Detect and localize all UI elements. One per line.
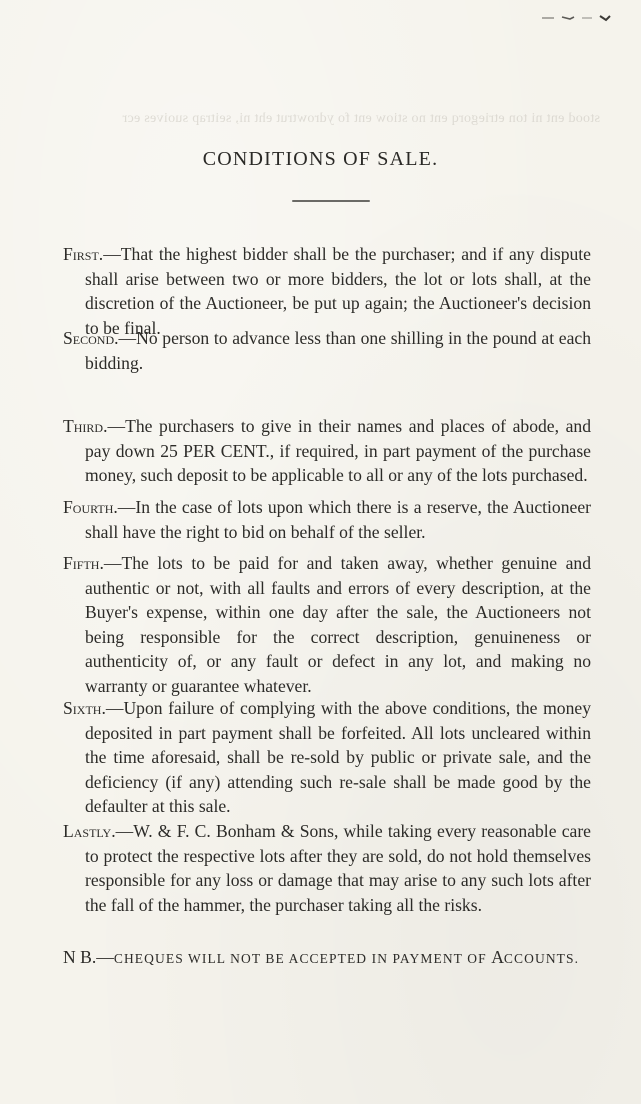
clause-lead: Second. [63, 328, 119, 348]
cheque-notice [63, 945, 623, 971]
clause-body: —The purchasers to give in their names and places of abode, and pay down 25 PER CENT., if required, in part payment of the purchase money, such deposit to be applicable to all or any of the lots purchased. [85, 416, 591, 485]
ink-smudge-mark [540, 14, 614, 22]
note-dash: — [96, 947, 114, 967]
note-initial: A [491, 947, 504, 967]
note-end: CCOUNTS. [503, 951, 580, 966]
bleed-through-text: stood ent ni ton etriegorq ent no stiow ent fo ydrowtrut eht ni, seitrap suoives ecr [122, 111, 600, 126]
clause-body: —Upon failure of complying with the above conditions, the money deposited in part payment shall be forfeited. All lots uncleared within the time aforesaid, shall be re-sold by public or private sale, and the deficiency (if any) attending such re-sale shall be made good by the defaulter at this sale. [85, 698, 591, 816]
clause-second [63, 326, 591, 375]
clause-lead: Sixth. [63, 698, 106, 718]
clause-lastly [63, 819, 591, 917]
clause-lead: Third. [63, 416, 108, 436]
clause-body: —That the highest bidder shall be the purchaser; and if any dispute shall arise between two or more bidders, the lot or lots shall, at the discretion of the Auctioneer, be put up again; the Auctioneer's decision to be final. [85, 244, 591, 338]
clause-lead: First. [63, 244, 104, 264]
title-divider [292, 200, 370, 202]
note-text [113, 947, 580, 967]
note-prefix: N B. [63, 947, 97, 967]
clause-body: —W. & F. C. Bonham & Sons, while taking every reasonable care to protect the respective lots after they are sold, do not hold themselves responsible for any loss or damage that may arise to any such lots after the fall of the hammer, the purchaser taking all the risks. [85, 821, 591, 915]
clause-lead: Fifth. [63, 553, 104, 573]
clause-lead: Fourth. [63, 497, 118, 517]
clause-lead: Lastly. [63, 821, 116, 841]
note-main: CHEQUES WILL NOT BE ACCEPTED IN PAYMENT OF [113, 951, 487, 966]
clause-body: —The lots to be paid for and taken away, whether genuine and authentic or not, with all faults and errors of every description, at the Buyer's expense, within one day after the sale, the Auctioneers not being responsible for the correct description, genuineness or authenticity of, or any fault or defect in any lot, and making no warranty or guarantee whatever. [85, 553, 591, 696]
clause-sixth [63, 696, 591, 819]
page-title: CONDITIONS OF SALE. [202, 148, 439, 170]
clause-body: —No person to advance less than one shilling in the pound at each bidding. [85, 328, 591, 373]
clause-fifth [63, 551, 591, 698]
clause-third [63, 414, 591, 488]
clause-fourth [63, 495, 591, 544]
clause-body: —In the case of lots upon which there is a reserve, the Auctioneer shall have the right to bid on behalf of the seller. [85, 497, 591, 542]
